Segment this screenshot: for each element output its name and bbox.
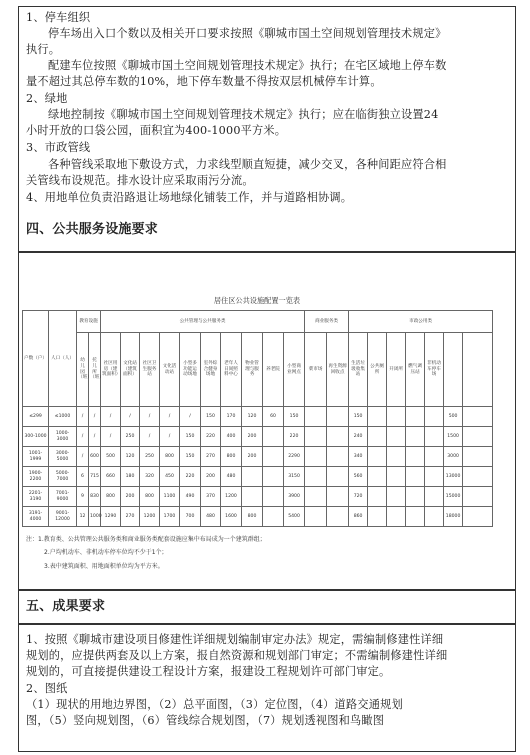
table-cell: 1000 bbox=[89, 507, 101, 527]
table-cell: 270 bbox=[201, 447, 221, 467]
table-cell: 800 bbox=[101, 487, 121, 507]
header-col: 非机动车停车场 bbox=[425, 333, 444, 407]
table-title: 居住区公共设施配置一览表 bbox=[213, 296, 301, 305]
table-cell: 120 bbox=[121, 447, 140, 467]
table-cell bbox=[305, 427, 327, 447]
utilities-text: 关管线布设规范。排水设计应采取雨污分流。 bbox=[26, 174, 254, 187]
table-cell: 1500 bbox=[444, 427, 463, 447]
table-cell bbox=[387, 447, 406, 467]
table-cell bbox=[263, 487, 284, 507]
table-cell: 250 bbox=[140, 447, 160, 467]
table-cell bbox=[387, 407, 406, 427]
table-cell: 400 bbox=[221, 427, 242, 447]
header-col: 室外综合健身场地 bbox=[201, 333, 221, 407]
table-cell: 830 bbox=[89, 487, 101, 507]
table-cell: 715 bbox=[89, 467, 101, 487]
table-cell bbox=[305, 487, 327, 507]
table-row bbox=[23, 487, 493, 507]
table-cell: 1200 bbox=[140, 507, 160, 527]
header-col: 公共厕所 bbox=[368, 333, 387, 407]
section5-heading: 五、成果要求 bbox=[26, 599, 106, 614]
table-cell: 320 bbox=[140, 467, 160, 487]
table-cell bbox=[425, 447, 444, 467]
table-cell: 1600 bbox=[221, 507, 242, 527]
table-cell bbox=[387, 507, 406, 527]
table-cell: / bbox=[121, 407, 140, 427]
greening-text: 4、用地单位负责沿路退让场地绿化铺装工作，并与道路相协调。 bbox=[26, 191, 353, 204]
header-col: 文化活动站 bbox=[160, 333, 180, 407]
table-cell: 800 bbox=[160, 447, 180, 467]
utilities-text: 各种管线采取地下敷设方式，力求线型顺直短捷，减少交叉，各种间距应符合相 bbox=[48, 158, 447, 171]
table-cell bbox=[463, 447, 493, 467]
table-cell: 3000 bbox=[444, 447, 463, 467]
table-cell bbox=[425, 427, 444, 447]
table-body bbox=[23, 407, 493, 527]
table-cell bbox=[242, 487, 263, 507]
table-cell: / bbox=[180, 407, 201, 427]
header-public-mgmt: 公共管理与公共服务类 bbox=[101, 311, 305, 333]
table-cell: / bbox=[77, 427, 89, 447]
header-col: 小型多功能运动场地 bbox=[180, 333, 201, 407]
header-col: 再生资源回收点 bbox=[327, 333, 349, 407]
table-row bbox=[23, 467, 493, 487]
table-cell: 150 bbox=[201, 407, 221, 427]
table-cell bbox=[327, 487, 349, 507]
table-cell bbox=[327, 507, 349, 527]
table-cell: / bbox=[140, 427, 160, 447]
table-cell: 18000 bbox=[444, 507, 463, 527]
header-col bbox=[463, 333, 493, 407]
results-text: 规划的，可直接提供建设工程设计方案，报建设工程规划许可部门审定。 bbox=[26, 665, 391, 678]
table-cell: 220 bbox=[201, 427, 221, 447]
table-cell: 220 bbox=[284, 427, 305, 447]
header-col: 生活垃圾收集站 bbox=[349, 333, 368, 407]
header-col: 社区卫生服务站 bbox=[140, 333, 160, 407]
table-cell: / bbox=[101, 407, 121, 427]
table-cell bbox=[305, 407, 327, 427]
table-cell bbox=[406, 447, 425, 467]
table-cell: 220 bbox=[180, 467, 201, 487]
header-municipal: 市政公用类 bbox=[349, 311, 493, 333]
table-cell: / bbox=[140, 407, 160, 427]
header-col: 养老院 bbox=[263, 333, 284, 407]
table-cell: 3150 bbox=[284, 467, 305, 487]
drawings-heading: 2、图纸 bbox=[26, 682, 68, 695]
table-cell bbox=[305, 467, 327, 487]
table-note: 3.表中建筑面积、用地面积单位均为平方米。 bbox=[44, 563, 164, 570]
table-cell: 480 bbox=[201, 507, 221, 527]
table-cell bbox=[463, 507, 493, 527]
header-col: 菜市场 bbox=[305, 333, 327, 407]
table-cell: 450 bbox=[160, 467, 180, 487]
table-cell: 370 bbox=[201, 487, 221, 507]
table-cell: 500 bbox=[444, 407, 463, 427]
table-cell: 13000 bbox=[444, 467, 463, 487]
parking-text: 停车场出入口个数以及相关开口要求按照《聊城市国土空间规划管理技术规定》 bbox=[48, 27, 447, 40]
table-cell bbox=[406, 487, 425, 507]
table-cell bbox=[368, 487, 387, 507]
table-cell bbox=[387, 467, 406, 487]
table-cell bbox=[368, 507, 387, 527]
table-cell bbox=[406, 407, 425, 427]
table-cell: 860 bbox=[349, 507, 368, 527]
header-kindergarten: 幼儿园（班） bbox=[77, 333, 89, 407]
table-cell: 9001-12000 bbox=[49, 507, 77, 527]
table-row bbox=[23, 507, 493, 527]
header-col bbox=[444, 333, 463, 407]
table-cell: 180 bbox=[121, 467, 140, 487]
table-cell: 1000-3000 bbox=[49, 427, 77, 447]
table-cell bbox=[387, 427, 406, 447]
table-cell: 150 bbox=[284, 407, 305, 427]
table-cell bbox=[368, 427, 387, 447]
table-cell: 7001-9000 bbox=[49, 487, 77, 507]
table-cell bbox=[387, 487, 406, 507]
drawings-list: 图，（5）竖向规划图，（6）管线综合规划图，（7）规划透视图和鸟瞰图 bbox=[26, 714, 385, 727]
table-cell: 12 bbox=[77, 507, 89, 527]
table-cell: 1700 bbox=[160, 507, 180, 527]
table-cell bbox=[305, 447, 327, 467]
table-cell: 1290 bbox=[101, 507, 121, 527]
table-cell bbox=[368, 447, 387, 467]
table-cell: 300-1000 bbox=[23, 427, 49, 447]
table-cell bbox=[242, 467, 263, 487]
table-cell bbox=[263, 467, 284, 487]
parking-text: 执行。 bbox=[26, 43, 61, 56]
header-education: 教育设施 bbox=[77, 311, 101, 333]
table-cell bbox=[263, 427, 284, 447]
table-cell bbox=[425, 407, 444, 427]
parking-heading: 1、停车组织 bbox=[26, 11, 91, 24]
table-cell: / bbox=[160, 427, 180, 447]
green-text: 小时开放的口袋公园，面积宜为400-1000平方米。 bbox=[26, 124, 287, 137]
table-cell: 150 bbox=[349, 407, 368, 427]
table-cell: 1200 bbox=[221, 487, 242, 507]
table-cell: 1100 bbox=[160, 487, 180, 507]
table-cell bbox=[463, 407, 493, 427]
table-cell: 3000-5000 bbox=[49, 447, 77, 467]
green-heading: 2、绿地 bbox=[26, 92, 68, 105]
header-nursery: 托儿所（班） bbox=[89, 333, 101, 407]
header-col: 开闭所 bbox=[387, 333, 406, 407]
table-cell bbox=[327, 467, 349, 487]
table-cell bbox=[327, 407, 349, 427]
table-cell: 2290 bbox=[284, 447, 305, 467]
table-cell bbox=[368, 407, 387, 427]
table-cell: 800 bbox=[140, 487, 160, 507]
table-cell: 660 bbox=[101, 467, 121, 487]
table-cell: 600 bbox=[89, 447, 101, 467]
table-row bbox=[23, 427, 493, 447]
header-col: 老年人日间照料中心 bbox=[221, 333, 242, 407]
header-col: 社区用房（建筑面积） bbox=[101, 333, 121, 407]
table-cell bbox=[463, 487, 493, 507]
header-commercial: 商业服务类 bbox=[305, 311, 349, 333]
table-row bbox=[23, 447, 493, 467]
table-cell: 270 bbox=[121, 507, 140, 527]
results-text: 1、按照《聊城市建设项目修建性详细规划编制审定办法》规定，需编制修建性详细 bbox=[26, 633, 444, 646]
table-cell: / bbox=[77, 447, 89, 467]
table-cell: 5000-7000 bbox=[49, 467, 77, 487]
table-cell: 240 bbox=[349, 427, 368, 447]
drawings-list: （1）现状的用地边界图，（2）总平面图，（3）定位图，（4）道路交通规划 bbox=[26, 698, 403, 711]
table-cell bbox=[425, 487, 444, 507]
table-cell: 1900-2200 bbox=[23, 467, 49, 487]
utilities-heading: 3、市政管线 bbox=[26, 141, 91, 154]
header-col: 物业管理与服务 bbox=[242, 333, 263, 407]
header-col: 小型商业网点 bbox=[284, 333, 305, 407]
table-cell: 340 bbox=[349, 447, 368, 467]
green-text: 绿地控制按《聊城市国土空间规划管理技术规定》执行；应在临街独立设置24 bbox=[48, 108, 439, 121]
table-cell bbox=[425, 507, 444, 527]
table-cell: 9 bbox=[77, 487, 89, 507]
table-cell bbox=[425, 467, 444, 487]
table-cell: ≤1000 bbox=[49, 407, 77, 427]
table-cell: ≤299 bbox=[23, 407, 49, 427]
table-cell: 700 bbox=[180, 507, 201, 527]
table-cell: 200 bbox=[201, 467, 221, 487]
table-cell bbox=[263, 507, 284, 527]
table-note: 注：1.教育类、公共管理公共服务类和商业服务类配套设施应集中布局成为一个建筑群组； bbox=[26, 536, 266, 543]
table-cell bbox=[463, 467, 493, 487]
table-cell: / bbox=[77, 407, 89, 427]
results-text: 规划的，应提供两套及以上方案，报自然资源和规划部门审定；不需编制修建性详细 bbox=[26, 649, 448, 662]
header-population: 人口（人） bbox=[49, 311, 77, 407]
table-cell bbox=[406, 467, 425, 487]
table-cell: 60 bbox=[263, 407, 284, 427]
table-cell: / bbox=[89, 427, 101, 447]
table-cell: 490 bbox=[180, 487, 201, 507]
table-cell: / bbox=[160, 407, 180, 427]
table-cell: 560 bbox=[349, 467, 368, 487]
table-cell: 800 bbox=[221, 447, 242, 467]
table-cell: 250 bbox=[121, 427, 140, 447]
table-cell bbox=[327, 427, 349, 447]
facility-table bbox=[22, 310, 493, 527]
table-cell: 150 bbox=[180, 447, 201, 467]
table-cell: 200 bbox=[242, 447, 263, 467]
table-cell: 170 bbox=[221, 407, 242, 427]
table-cell bbox=[406, 427, 425, 447]
table-cell: 200 bbox=[121, 487, 140, 507]
table-cell bbox=[463, 427, 493, 447]
table-note: 2.户均机动车、非机动车停车位均不少于1个； bbox=[44, 549, 168, 556]
table-cell: / bbox=[89, 407, 101, 427]
table-cell: 720 bbox=[349, 487, 368, 507]
table-cell: 200 bbox=[242, 427, 263, 447]
table-cell bbox=[263, 447, 284, 467]
table-row bbox=[23, 407, 493, 427]
header-col: 文化站（建筑面积） bbox=[121, 333, 140, 407]
table-cell: 3191-4000 bbox=[23, 507, 49, 527]
table-cell: 6 bbox=[77, 467, 89, 487]
table-cell: / bbox=[101, 427, 121, 447]
table-cell: 150 bbox=[180, 427, 201, 447]
table-cell bbox=[327, 447, 349, 467]
header-col: 燃气调压站 bbox=[406, 333, 425, 407]
table-cell: 3900 bbox=[284, 487, 305, 507]
section4-heading: 四、公共服务设施要求 bbox=[26, 222, 159, 237]
parking-text: 量不超过其总停车数的10%，地下停车数量不得按双层机械停车计算。 bbox=[26, 75, 382, 88]
table-cell: 1001-1999 bbox=[23, 447, 49, 467]
table-cell: 800 bbox=[242, 507, 263, 527]
header-households: 户数（户） bbox=[23, 311, 49, 407]
table-cell: 500 bbox=[101, 447, 121, 467]
table-cell: 2201-3190 bbox=[23, 487, 49, 507]
table-cell: 480 bbox=[221, 467, 242, 487]
table-cell bbox=[406, 507, 425, 527]
table-cell bbox=[368, 467, 387, 487]
parking-text: 配建车位按照《聊城市国土空间规划管理技术规定》执行；在宅区域地上停车数 bbox=[48, 59, 447, 72]
table-cell: 5400 bbox=[284, 507, 305, 527]
table-cell bbox=[305, 507, 327, 527]
table-cell: 120 bbox=[242, 407, 263, 427]
table-cell: 15000 bbox=[444, 487, 463, 507]
